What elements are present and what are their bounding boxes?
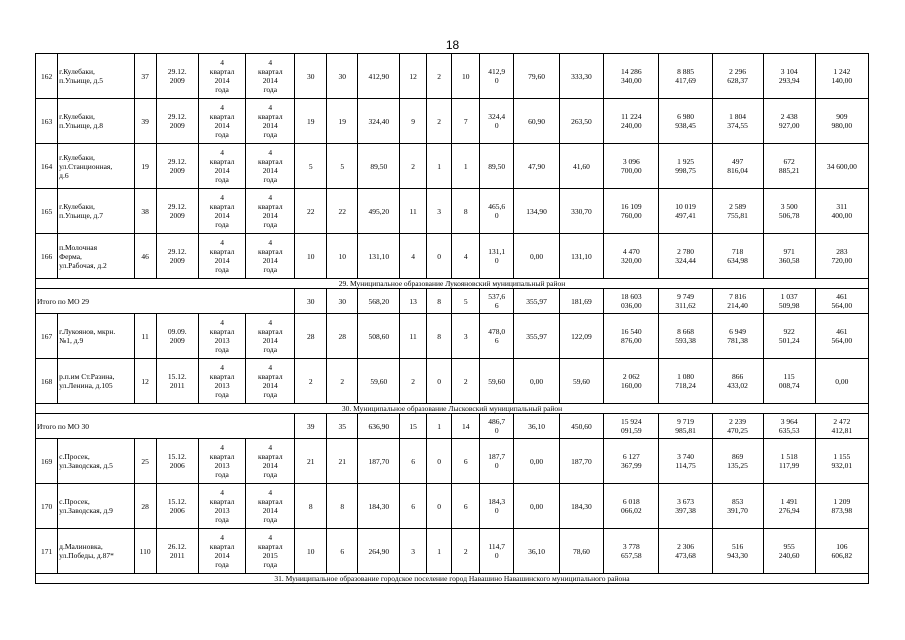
total-area-cell: 264,90 xyxy=(358,529,400,574)
total-cost-fund: 9 749 311,62 xyxy=(659,289,712,314)
planned-start-cell: 4 квартал 2013 года xyxy=(198,359,246,404)
area-municipal-cell: 333,30 xyxy=(559,54,603,99)
apartments-municipal-cell: 2 xyxy=(452,359,480,404)
residents-count-cell: 19 xyxy=(295,99,327,144)
apartments-total-cell: 6 xyxy=(400,439,427,484)
cost-fund-cell: 3 740 114,75 xyxy=(659,439,712,484)
document-number-cell: 28 xyxy=(134,484,156,529)
table-row xyxy=(36,54,869,99)
total-apartments-private: 8 xyxy=(426,289,451,314)
section-title: 30. Муниципальное образование Лысковский муниципальный район xyxy=(36,404,869,414)
total-residents-to-resettle: 35 xyxy=(327,414,358,439)
document-date-cell: 15.12. 2006 xyxy=(156,484,198,529)
planned-start-cell: 4 квартал 2014 года xyxy=(198,529,246,574)
area-private-cell: 47,90 xyxy=(514,144,559,189)
address-cell: г.Кулебаки, п.Ульище, д.5 xyxy=(58,54,134,99)
total-area-cell: 89,50 xyxy=(358,144,400,189)
residents-count-cell: 22 xyxy=(295,189,327,234)
cost-local-cell: 2 438 927,00 xyxy=(763,99,815,144)
planned-end-cell: 4 квартал 2014 года xyxy=(246,359,295,404)
planned-end-cell: 4 квартал 2014 года xyxy=(246,439,295,484)
residents-to-resettle-cell: 6 xyxy=(327,529,358,574)
cost-local-cell: 1 491 276,94 xyxy=(763,484,815,529)
document-number-cell: 46 xyxy=(134,234,156,279)
cost-fund-cell: 1 925 998,75 xyxy=(659,144,712,189)
apartments-total-cell: 11 xyxy=(400,189,427,234)
area-private-cell: 355,97 xyxy=(514,314,559,359)
residents-to-resettle-cell: 28 xyxy=(327,314,358,359)
document-number-cell: 110 xyxy=(134,529,156,574)
apartments-total-cell: 2 xyxy=(400,144,427,189)
address-cell: г.Кулебаки, п.Ульище, д.7 xyxy=(58,189,134,234)
total-apartments-total: 13 xyxy=(400,289,427,314)
area-private-cell: 60,90 xyxy=(514,99,559,144)
cost-total-cell: 16 540 876,00 xyxy=(604,314,659,359)
cost-total-cell: 6 127 367,99 xyxy=(604,439,659,484)
area-total-cell: 131,1 0 xyxy=(480,234,514,279)
address-cell: г.Лукоянов, мкрн. №1, д.9 xyxy=(58,314,134,359)
total-area-cell: 59,60 xyxy=(358,359,400,404)
cost-regional-cell: 853 391,70 xyxy=(712,484,763,529)
total-area-cell: 184,30 xyxy=(358,484,400,529)
document-date-cell: 29.12. 2009 xyxy=(156,144,198,189)
cost-extra-cell: 0,00 xyxy=(815,359,868,404)
total-row xyxy=(36,289,869,314)
total-apartments-total: 15 xyxy=(400,414,427,439)
area-municipal-cell: 78,60 xyxy=(559,529,603,574)
total-area-cell: 131,10 xyxy=(358,234,400,279)
table-row xyxy=(36,99,869,144)
apartments-private-cell: 2 xyxy=(426,54,451,99)
area-municipal-cell: 59,60 xyxy=(559,359,603,404)
residents-to-resettle-cell: 22 xyxy=(327,189,358,234)
total-area-municipal: 450,60 xyxy=(559,414,603,439)
cost-total-cell: 14 286 340,00 xyxy=(604,54,659,99)
cost-total-cell: 6 018 066,02 xyxy=(604,484,659,529)
cost-extra-cell: 461 564,00 xyxy=(815,314,868,359)
area-municipal-cell: 263,50 xyxy=(559,99,603,144)
cost-regional-cell: 718 634,98 xyxy=(712,234,763,279)
residents-to-resettle-cell: 21 xyxy=(327,439,358,484)
planned-end-cell: 4 квартал 2014 года xyxy=(246,144,295,189)
document-number-cell: 19 xyxy=(134,144,156,189)
row-number-cell: 168 xyxy=(36,359,58,404)
row-number-cell: 164 xyxy=(36,144,58,189)
row-number-cell: 162 xyxy=(36,54,58,99)
planned-end-cell: 4 квартал 2014 года xyxy=(246,189,295,234)
resettlement-table xyxy=(35,53,869,584)
planned-end-cell: 4 квартал 2014 года xyxy=(246,54,295,99)
residents-count-cell: 5 xyxy=(295,144,327,189)
apartments-municipal-cell: 2 xyxy=(452,529,480,574)
document-number-cell: 39 xyxy=(134,99,156,144)
planned-start-cell: 4 квартал 2014 года xyxy=(198,54,246,99)
table-body xyxy=(36,54,869,584)
apartments-municipal-cell: 3 xyxy=(452,314,480,359)
total-apartments-municipal: 14 xyxy=(452,414,480,439)
total-residents-count: 30 xyxy=(295,289,327,314)
apartments-total-cell: 4 xyxy=(400,234,427,279)
planned-end-cell: 4 квартал 2014 года xyxy=(246,234,295,279)
cost-extra-cell: 1 242 140,00 xyxy=(815,54,868,99)
total-row xyxy=(36,414,869,439)
cost-local-cell: 115 008,74 xyxy=(763,359,815,404)
area-total-cell: 324,4 0 xyxy=(480,99,514,144)
total-cost-regional: 2 239 470,25 xyxy=(712,414,763,439)
cost-regional-cell: 869 135,25 xyxy=(712,439,763,484)
residents-to-resettle-cell: 30 xyxy=(327,54,358,99)
cost-regional-cell: 497 816,04 xyxy=(712,144,763,189)
cost-fund-cell: 2 306 473,68 xyxy=(659,529,712,574)
apartments-municipal-cell: 8 xyxy=(452,189,480,234)
residents-to-resettle-cell: 2 xyxy=(327,359,358,404)
planned-start-cell: 4 квартал 2014 года xyxy=(198,189,246,234)
total-label: Итого по МО 30 xyxy=(36,414,295,439)
total-area-cell: 495,20 xyxy=(358,189,400,234)
document-date-cell: 15.12. 2011 xyxy=(156,359,198,404)
address-cell: с.Просек, ул.Заводская, д.9 xyxy=(58,484,134,529)
document-date-cell: 09.09. 2009 xyxy=(156,314,198,359)
area-total-cell: 89,50 xyxy=(480,144,514,189)
area-total-cell: 465,6 0 xyxy=(480,189,514,234)
residents-count-cell: 10 xyxy=(295,529,327,574)
area-private-cell: 0,00 xyxy=(514,484,559,529)
table-row xyxy=(36,189,869,234)
document-date-cell: 29.12. 2009 xyxy=(156,234,198,279)
document-date-cell: 29.12. 2009 xyxy=(156,99,198,144)
apartments-private-cell: 8 xyxy=(426,314,451,359)
residents-count-cell: 2 xyxy=(295,359,327,404)
document-number-cell: 38 xyxy=(134,189,156,234)
total-total-area: 636,90 xyxy=(358,414,400,439)
apartments-private-cell: 0 xyxy=(426,484,451,529)
apartments-private-cell: 1 xyxy=(426,529,451,574)
total-area-cell: 412,90 xyxy=(358,54,400,99)
address-cell: д.Малиновка, ул.Победы, д.87* xyxy=(58,529,134,574)
residents-count-cell: 8 xyxy=(295,484,327,529)
row-number-cell: 165 xyxy=(36,189,58,234)
cost-local-cell: 672 885,21 xyxy=(763,144,815,189)
row-number-cell: 171 xyxy=(36,529,58,574)
total-cost-fund: 9 719 985,81 xyxy=(659,414,712,439)
cost-local-cell: 955 240,60 xyxy=(763,529,815,574)
cost-local-cell: 971 360,58 xyxy=(763,234,815,279)
table-row xyxy=(36,439,869,484)
cost-extra-cell: 106 606,82 xyxy=(815,529,868,574)
area-private-cell: 0,00 xyxy=(514,359,559,404)
page-number: 18 xyxy=(445,38,460,52)
cost-total-cell: 16 109 760,00 xyxy=(604,189,659,234)
address-cell: р.п.им Ст.Разина, ул.Ленина, д.105 xyxy=(58,359,134,404)
area-total-cell: 412,9 0 xyxy=(480,54,514,99)
cost-total-cell: 3 778 657,58 xyxy=(604,529,659,574)
apartments-total-cell: 9 xyxy=(400,99,427,144)
cost-fund-cell: 10 019 497,41 xyxy=(659,189,712,234)
area-private-cell: 79,60 xyxy=(514,54,559,99)
total-area-private: 355,97 xyxy=(514,289,559,314)
total-area-municipal: 181,69 xyxy=(559,289,603,314)
apartments-municipal-cell: 4 xyxy=(452,234,480,279)
apartments-municipal-cell: 7 xyxy=(452,99,480,144)
total-cost-extra: 2 472 412,81 xyxy=(815,414,868,439)
cost-regional-cell: 2 296 628,37 xyxy=(712,54,763,99)
area-private-cell: 0,00 xyxy=(514,234,559,279)
apartments-private-cell: 2 xyxy=(426,99,451,144)
apartments-municipal-cell: 6 xyxy=(452,439,480,484)
apartments-total-cell: 12 xyxy=(400,54,427,99)
residents-to-resettle-cell: 10 xyxy=(327,234,358,279)
total-apartments-private: 1 xyxy=(426,414,451,439)
cost-extra-cell: 909 980,00 xyxy=(815,99,868,144)
area-private-cell: 0,00 xyxy=(514,439,559,484)
area-total-cell: 184,3 0 xyxy=(480,484,514,529)
total-area-total: 537,6 6 xyxy=(480,289,514,314)
apartments-municipal-cell: 10 xyxy=(452,54,480,99)
planned-end-cell: 4 квартал 2014 года xyxy=(246,314,295,359)
row-number-cell: 163 xyxy=(36,99,58,144)
planned-end-cell: 4 квартал 2014 года xyxy=(246,484,295,529)
total-residents-count: 39 xyxy=(295,414,327,439)
table-row xyxy=(36,144,869,189)
cost-extra-cell: 1 155 932,01 xyxy=(815,439,868,484)
cost-regional-cell: 516 943,30 xyxy=(712,529,763,574)
area-total-cell: 478,0 6 xyxy=(480,314,514,359)
table-row xyxy=(36,529,869,574)
cost-fund-cell: 8 885 417,69 xyxy=(659,54,712,99)
area-private-cell: 36,10 xyxy=(514,529,559,574)
document-date-cell: 29.12. 2009 xyxy=(156,54,198,99)
total-label: Итого по МО 29 xyxy=(36,289,295,314)
residents-to-resettle-cell: 19 xyxy=(327,99,358,144)
total-apartments-municipal: 5 xyxy=(452,289,480,314)
row-number-cell: 166 xyxy=(36,234,58,279)
address-cell: г.Кулебаки, п.Ульище, д.8 xyxy=(58,99,134,144)
document-date-cell: 26.12. 2011 xyxy=(156,529,198,574)
apartments-private-cell: 0 xyxy=(426,439,451,484)
cost-fund-cell: 8 668 593,38 xyxy=(659,314,712,359)
cost-regional-cell: 866 433,02 xyxy=(712,359,763,404)
document-number-cell: 25 xyxy=(134,439,156,484)
planned-start-cell: 4 квартал 2013 года xyxy=(198,484,246,529)
apartments-private-cell: 0 xyxy=(426,234,451,279)
address-cell: п.Молочная Ферма, ул.Рабочая, д.2 xyxy=(58,234,134,279)
area-municipal-cell: 184,30 xyxy=(559,484,603,529)
cost-extra-cell: 34 600,00 xyxy=(815,144,868,189)
apartments-municipal-cell: 1 xyxy=(452,144,480,189)
address-cell: г.Кулебаки, ул.Станционная, д.6 xyxy=(58,144,134,189)
apartments-municipal-cell: 6 xyxy=(452,484,480,529)
document-number-cell: 12 xyxy=(134,359,156,404)
cost-regional-cell: 1 804 374,55 xyxy=(712,99,763,144)
area-municipal-cell: 330,70 xyxy=(559,189,603,234)
cost-extra-cell: 311 400,00 xyxy=(815,189,868,234)
cost-regional-cell: 2 589 755,81 xyxy=(712,189,763,234)
total-cost-local: 3 964 635,53 xyxy=(763,414,815,439)
table-row xyxy=(36,314,869,359)
total-area-cell: 508,60 xyxy=(358,314,400,359)
cost-local-cell: 1 518 117,99 xyxy=(763,439,815,484)
area-private-cell: 134,90 xyxy=(514,189,559,234)
residents-count-cell: 28 xyxy=(295,314,327,359)
cost-extra-cell: 283 720,00 xyxy=(815,234,868,279)
apartments-private-cell: 1 xyxy=(426,144,451,189)
cost-total-cell: 4 470 320,00 xyxy=(604,234,659,279)
cost-fund-cell: 3 673 397,38 xyxy=(659,484,712,529)
planned-end-cell: 4 квартал 2014 года xyxy=(246,99,295,144)
residents-to-resettle-cell: 8 xyxy=(327,484,358,529)
planned-start-cell: 4 квартал 2014 года xyxy=(198,144,246,189)
area-total-cell: 187,7 0 xyxy=(480,439,514,484)
area-municipal-cell: 122,09 xyxy=(559,314,603,359)
cost-local-cell: 3 104 293,94 xyxy=(763,54,815,99)
cost-local-cell: 3 500 506,78 xyxy=(763,189,815,234)
residents-count-cell: 30 xyxy=(295,54,327,99)
cost-fund-cell: 1 080 718,24 xyxy=(659,359,712,404)
apartments-total-cell: 3 xyxy=(400,529,427,574)
cost-extra-cell: 1 209 873,98 xyxy=(815,484,868,529)
cost-fund-cell: 2 780 324,44 xyxy=(659,234,712,279)
area-municipal-cell: 131,10 xyxy=(559,234,603,279)
total-total-area: 568,20 xyxy=(358,289,400,314)
row-number-cell: 170 xyxy=(36,484,58,529)
cost-local-cell: 922 501,24 xyxy=(763,314,815,359)
document-date-cell: 15.12. 2006 xyxy=(156,439,198,484)
section-header-row xyxy=(36,279,869,289)
total-cost-local: 1 037 509,98 xyxy=(763,289,815,314)
cost-total-cell: 2 062 160,00 xyxy=(604,359,659,404)
area-municipal-cell: 41,60 xyxy=(559,144,603,189)
document-number-cell: 11 xyxy=(134,314,156,359)
planned-start-cell: 4 квартал 2014 года xyxy=(198,234,246,279)
section-header-row xyxy=(36,404,869,414)
section-title: 29. Муниципальное образование Лукояновский муниципальный район xyxy=(36,279,869,289)
total-residents-to-resettle: 30 xyxy=(327,289,358,314)
apartments-private-cell: 0 xyxy=(426,359,451,404)
row-number-cell: 167 xyxy=(36,314,58,359)
cost-total-cell: 11 224 240,00 xyxy=(604,99,659,144)
total-cost-total: 18 603 036,00 xyxy=(604,289,659,314)
table-row xyxy=(36,359,869,404)
residents-count-cell: 10 xyxy=(295,234,327,279)
apartments-total-cell: 6 xyxy=(400,484,427,529)
apartments-total-cell: 11 xyxy=(400,314,427,359)
section-header-row xyxy=(36,574,869,584)
planned-end-cell: 4 квартал 2015 года xyxy=(246,529,295,574)
residents-to-resettle-cell: 5 xyxy=(327,144,358,189)
total-area-total: 486,7 0 xyxy=(480,414,514,439)
total-cost-total: 15 924 091,59 xyxy=(604,414,659,439)
total-cost-regional: 7 816 214,40 xyxy=(712,289,763,314)
table-row xyxy=(36,234,869,279)
cost-regional-cell: 6 949 781,38 xyxy=(712,314,763,359)
cost-total-cell: 3 096 700,00 xyxy=(604,144,659,189)
planned-start-cell: 4 квартал 2013 года xyxy=(198,314,246,359)
total-area-cell: 324,40 xyxy=(358,99,400,144)
cost-fund-cell: 6 980 938,45 xyxy=(659,99,712,144)
table-row xyxy=(36,484,869,529)
residents-count-cell: 21 xyxy=(295,439,327,484)
document-number-cell: 37 xyxy=(134,54,156,99)
total-cost-extra: 461 564,00 xyxy=(815,289,868,314)
area-municipal-cell: 187,70 xyxy=(559,439,603,484)
total-area-cell: 187,70 xyxy=(358,439,400,484)
planned-start-cell: 4 квартал 2014 года xyxy=(198,99,246,144)
document-date-cell: 29.12. 2009 xyxy=(156,189,198,234)
apartments-private-cell: 3 xyxy=(426,189,451,234)
apartments-total-cell: 2 xyxy=(400,359,427,404)
area-total-cell: 59,60 xyxy=(480,359,514,404)
area-total-cell: 114,7 0 xyxy=(480,529,514,574)
row-number-cell: 169 xyxy=(36,439,58,484)
total-area-private: 36,10 xyxy=(514,414,559,439)
planned-start-cell: 4 квартал 2013 года xyxy=(198,439,246,484)
section-title: 31. Муниципальное образование городское поселение город Навашино Навашинского муниципального района xyxy=(36,574,869,584)
address-cell: с.Просек, ул.Заводская, д.5 xyxy=(58,439,134,484)
